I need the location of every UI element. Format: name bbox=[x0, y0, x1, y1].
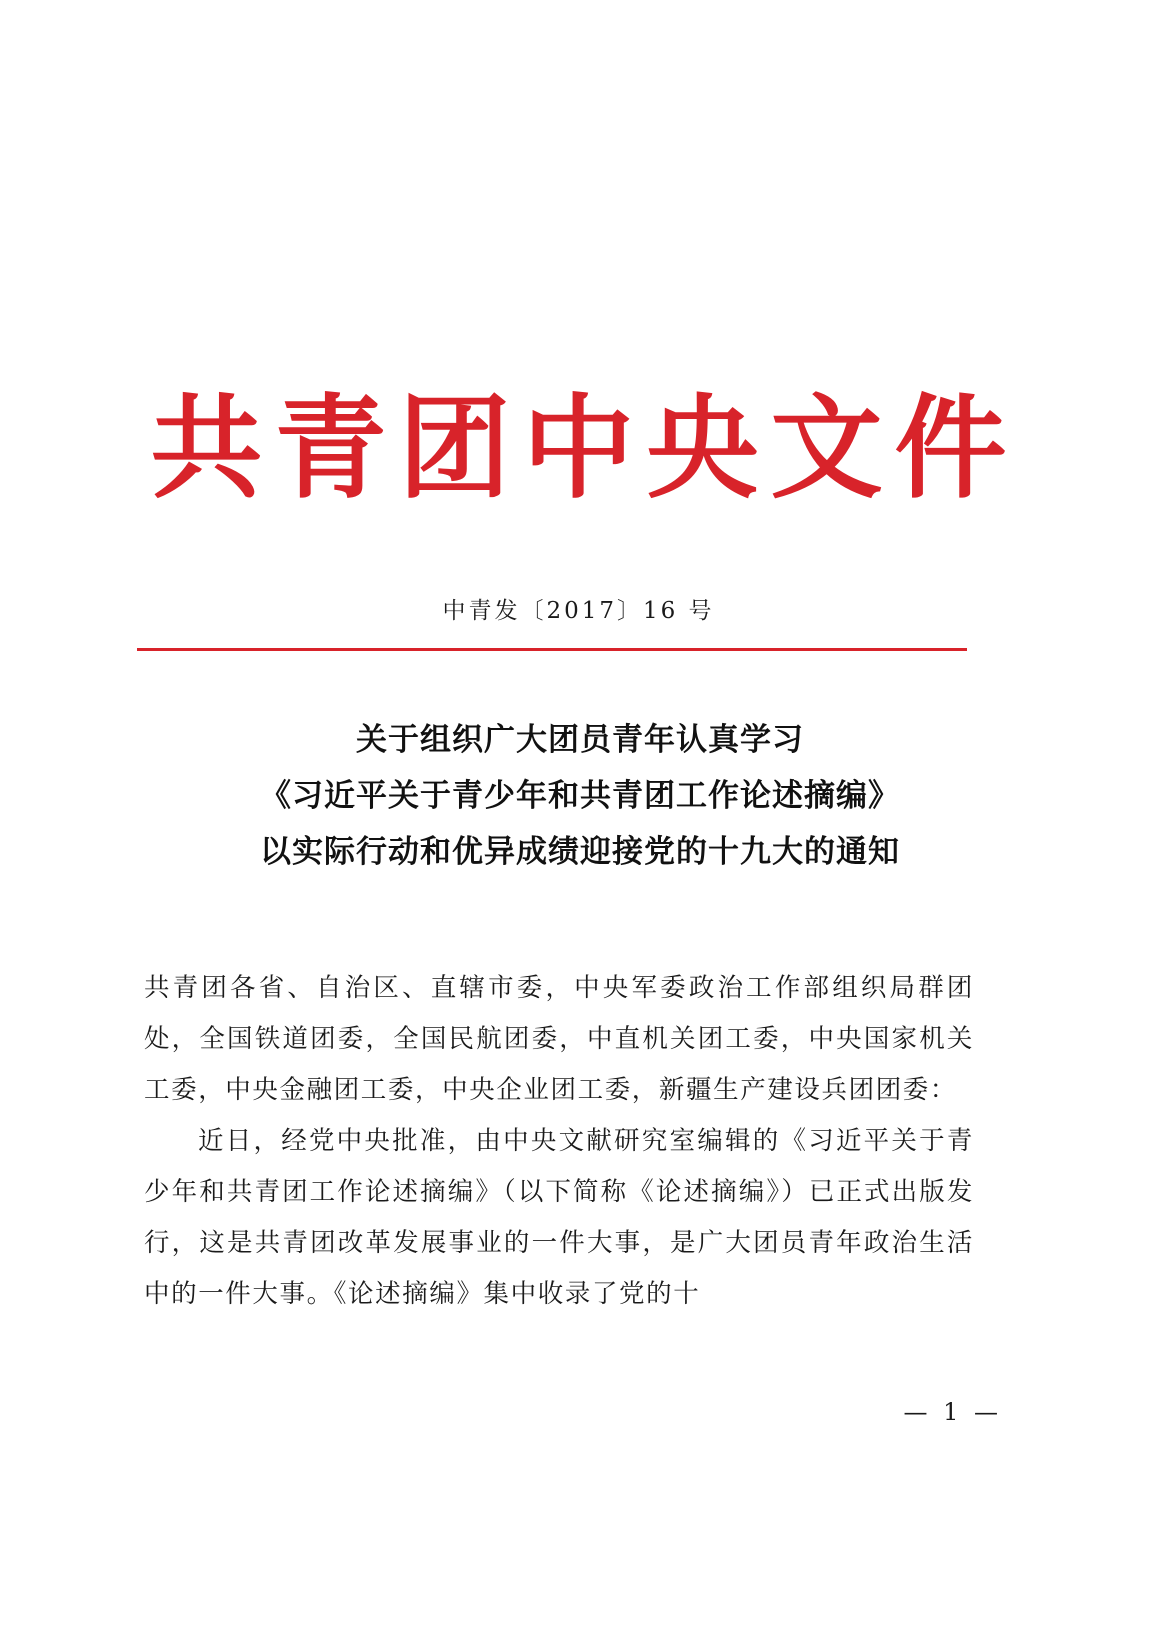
page-number: — 1 — bbox=[903, 1398, 1002, 1426]
red-divider-rule bbox=[137, 648, 967, 651]
body-paragraph-1: 近日，经党中央批准，由中央文献研究室编辑的《习近平关于青少年和共青团工作论述摘编》（以下简称《论述摘编》）已正式出版发行，这是共青团改革发展事业的一件大事，是广大团员青年政治生活中的一件大事。《论述摘编》集中收录了党的十 bbox=[144, 1126, 974, 1309]
title-line-3: 以实际行动和优异成绩迎接党的十九大的通知 bbox=[260, 834, 900, 870]
masthead-title: 共青团中央文件 bbox=[150, 383, 1019, 514]
recipients-paragraph: 共青团各省、自治区、直辖市委，中央军委政治工作部组织局群团处，全国铁道团委，全国民航团委，中直机关团工委，中央国家机关工委，中央金融团工委，中央企业团工委，新疆生产建设兵团团委： bbox=[144, 973, 974, 1105]
document-title bbox=[130, 712, 1030, 880]
document-number: 中青发〔2017〕16 号 bbox=[442, 598, 715, 624]
masthead bbox=[0, 385, 1157, 514]
title-line-1: 关于组织广大团员青年认真学习 bbox=[356, 722, 804, 758]
title-line-2: 《习近平关于青少年和共青团工作论述摘编》 bbox=[260, 778, 900, 814]
document-body bbox=[144, 963, 974, 1320]
